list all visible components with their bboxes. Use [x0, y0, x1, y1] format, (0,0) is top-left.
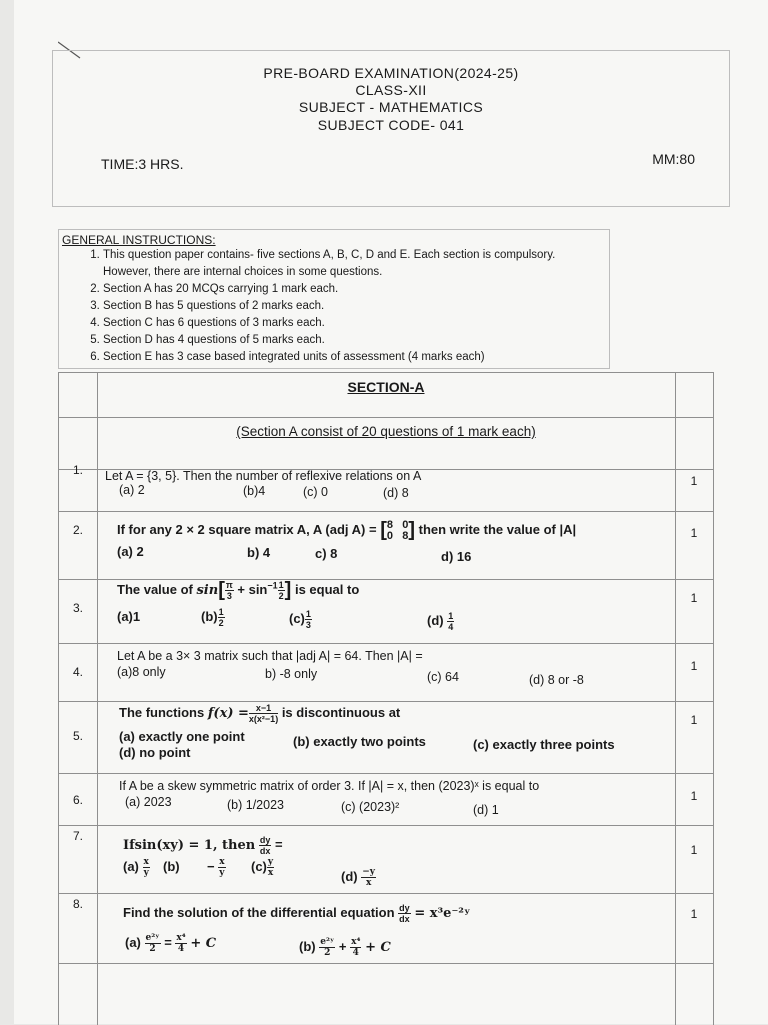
row-divider [59, 511, 713, 512]
fraction: $\frac{\text{e²ʸ}}{2}$ [320, 937, 335, 958]
question-text [123, 835, 283, 856]
section-subtitle: (Section A consist of 20 questions of 1 mark each) [236, 424, 536, 439]
option-c: (c) exactly three points [473, 737, 615, 752]
question-number: 7. [72, 829, 83, 843]
instructions-list [59, 247, 603, 366]
matrix-cell: 0 [386, 529, 394, 542]
question-prefix: If for any 2 × 2 square matrix A, A (adj A) = [117, 521, 377, 537]
fraction: $\frac{x}{y}$ [143, 857, 149, 878]
exam-header [52, 50, 730, 207]
row-divider [59, 701, 713, 702]
instruction-item: 2. Section A has 20 MCQs carrying 1 mark each. [103, 281, 603, 298]
question-number: 2. [72, 523, 83, 537]
fraction: $\frac{-y}{x}$ [362, 867, 376, 888]
question-marks: 1 [690, 713, 698, 727]
option-b: (b)4 [243, 484, 266, 498]
row-divider [59, 417, 713, 418]
option-a: (a) exactly one point [119, 729, 245, 744]
option-d: (d) 8 [383, 486, 409, 500]
option-b: (b) 1/2023 [227, 798, 284, 812]
question-marks: 1 [690, 843, 698, 857]
function-label: f(x) = [207, 705, 249, 721]
option-d: d) 16 [441, 549, 472, 564]
question-prefix: Find the solution of the differential equation [123, 904, 395, 920]
matrix-cell: 0 [402, 518, 409, 531]
fraction: $\frac{y}{x}$ [267, 857, 274, 878]
questions-table [58, 372, 714, 1025]
option-c: (c) 0 [303, 485, 328, 499]
time-label: TIME:3 HRS. [101, 156, 184, 172]
question-text [119, 703, 400, 724]
instructions-title: GENERAL INSTRUCTIONS: [62, 233, 216, 247]
fraction: $\frac{\text{e²ʸ}}{2}$ [145, 933, 160, 954]
matrix-cell: 8 [386, 518, 394, 531]
fraction: $\frac{dy}{dx}$ [399, 903, 410, 924]
row-divider [59, 825, 713, 826]
question-text [123, 903, 470, 924]
row-divider [59, 773, 713, 774]
question-suffix: then write the value of |A| [418, 521, 577, 537]
fraction: $\frac{\text{x⁴}}{4}$ [176, 933, 186, 954]
option-b-value: − $\frac{x}{y}$ [207, 857, 225, 878]
fraction: $\frac{1}{4}$ [448, 611, 454, 632]
question-marks: 1 [690, 474, 698, 488]
option-d: (d) $\frac{1}{4}$ [427, 611, 454, 632]
fraction: $\frac{x-1}{\text{x(x²−1)}}$ [248, 703, 279, 724]
question-text [117, 579, 359, 602]
option-c: (c) 64 [427, 670, 459, 684]
instruction-item: 4. Section C has 6 questions of 3 marks each. [103, 315, 603, 332]
question-suffix: = x³e⁻²ʸ [414, 905, 471, 921]
option-b: (b) [163, 859, 180, 874]
exam-title: PRE-BOARD EXAMINATION(2024-25) [263, 65, 519, 81]
row-divider [59, 643, 713, 644]
option-d: (d) $\frac{-y}{x}$ [341, 867, 376, 888]
question-number: 4. [72, 665, 83, 679]
matrix [387, 520, 408, 542]
question-suffix: = [274, 836, 283, 852]
bracket: [ [218, 579, 225, 601]
option-a: (a)1 [117, 609, 141, 624]
option-b: (b) exactly two points [293, 734, 426, 749]
option-c: (c) $\frac{1}{3}$ [289, 609, 311, 630]
max-marks: MM:80 [652, 151, 695, 167]
inverse-exponent: −1 [267, 580, 278, 591]
bracket: ] [408, 519, 415, 541]
question-text: Let A = {3, 5}. Then the number of reflexive relations on A [105, 469, 422, 483]
option-c: c) 8 [315, 546, 338, 561]
row-divider [59, 893, 713, 894]
bracket: ] [284, 579, 292, 601]
question-text [117, 519, 576, 542]
option-b: b) 4 [247, 545, 271, 560]
row-divider [59, 963, 713, 964]
option-a: (a) 2023 [125, 795, 172, 809]
option-d: (d) 8 or -8 [529, 673, 584, 687]
question-number: 8. [72, 897, 83, 911]
question-suffix: is discontinuous at [281, 704, 401, 720]
fraction: $\frac{\text{x⁴}}{4}$ [351, 937, 361, 958]
option-a: (a) $\frac{\text{e²ʸ}}{2}$ = $\frac{\text{x⁴}}{4}$ + C [125, 933, 217, 954]
question-marks: 1 [690, 789, 698, 803]
question-prefix: Ifsin(xy) = 1, then [123, 837, 256, 853]
question-suffix: is equal to [294, 581, 360, 597]
fraction: $\frac{dy}{dx}$ [259, 835, 271, 856]
instruction-item: 3. Section B has 5 questions of 2 marks each. [103, 298, 603, 315]
option-a: (a) 2 [117, 544, 144, 559]
bracket: [ [380, 519, 387, 541]
instruction-item: 1. This question paper contains- five sections A, B, C, D and E. Each section is compulsory. However, there are internal choices in some questions. [103, 247, 603, 281]
option-b: (b) $\frac{1}{2}$ [201, 607, 224, 628]
option-c: (c) (2023)² [341, 800, 400, 814]
fraction: $\frac{\pi}{3}$ [225, 580, 233, 601]
section-title: SECTION-A [347, 379, 425, 395]
question-marks: 1 [690, 659, 698, 673]
option-d: (d) 1 [473, 803, 499, 817]
instruction-item: 6. Section E has 3 case based integrated units of assessment (4 marks each) [103, 349, 603, 366]
question-marks: 1 [690, 526, 698, 540]
question-marks: 1 [690, 591, 698, 605]
fraction: $\frac{1}{3}$ [305, 609, 311, 630]
question-number: 1. [72, 463, 83, 477]
question-prefix: The functions [119, 704, 205, 720]
subject-label: SUBJECT - MATHEMATICS [298, 99, 484, 115]
subject-code: SUBJECT CODE- 041 [317, 117, 465, 133]
general-instructions [58, 229, 610, 369]
question-marks: 1 [690, 907, 698, 921]
option-a: (a) 2 [119, 483, 145, 497]
fraction: $\frac{1}{2}$ [278, 580, 284, 601]
question-number: 5. [72, 729, 83, 743]
option-a: (a)8 only [117, 665, 166, 679]
instruction-item: 5. Section D has 4 questions of 5 marks each. [103, 332, 603, 349]
question-text: If A be a skew symmetric matrix of order 3. If |A| = x, then (2023)ˣ is equal to [119, 779, 540, 793]
question-prefix: The value of [117, 581, 193, 597]
option-a: (a) $\frac{x}{y}$ [123, 857, 149, 878]
fraction: $\frac{x}{y}$ [219, 857, 225, 878]
matrix-cell: 8 [402, 529, 409, 542]
question-text: Let A be a 3× 3 matrix such that |adj A| = 64. Then |A| = [117, 649, 423, 663]
asin-text: + sin [237, 581, 268, 597]
option-b: b) -8 only [265, 667, 318, 681]
question-number: 3. [72, 601, 83, 615]
column-divider [675, 373, 676, 1025]
sin-fn: sin [196, 582, 219, 598]
column-divider [97, 373, 98, 1025]
option-d: (d) no point [119, 745, 191, 760]
option-b: (b) $\frac{\text{e²ʸ}}{2}$ + $\frac{\text{x⁴}}{4}$ + C [299, 937, 391, 958]
fraction: $\frac{1}{2}$ [218, 607, 224, 628]
option-c: (c) $\frac{y}{x}$ [251, 857, 274, 878]
question-number: 6. [72, 793, 83, 807]
class-label: CLASS-XII [355, 82, 427, 98]
